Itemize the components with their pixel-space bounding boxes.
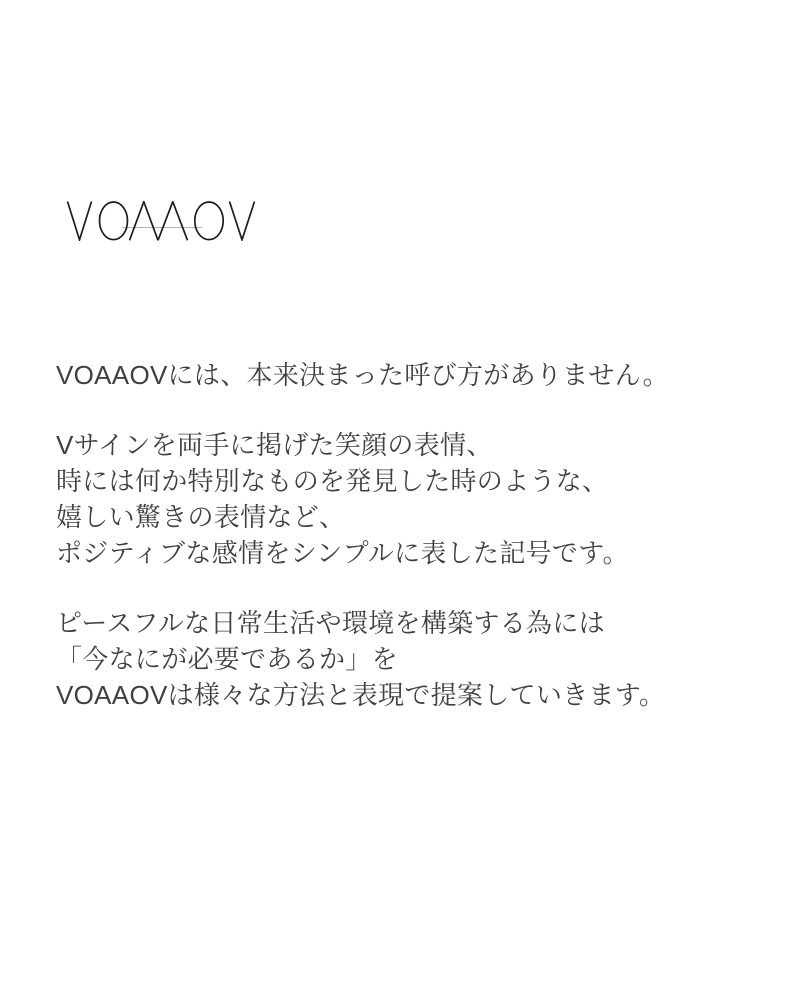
paragraph (56, 427, 746, 571)
text-line: VOAAOVは様々な方法と表現で提案していきます。 (56, 680, 666, 710)
text-line: VOAAOVには、本来決まった呼び方がありません。 (56, 360, 669, 390)
intro-text (56, 357, 746, 713)
paragraph (56, 357, 746, 393)
text-line: Vサインを両手に掲げた笑顔の表情、 (56, 430, 493, 460)
text-line: ピースフルな日常生活や環境を構築する為には (56, 608, 605, 638)
voaaov-logo-graphic (66, 201, 256, 241)
text-line: 嬉しい驚きの表情など、 (56, 502, 346, 532)
paragraph (56, 605, 746, 713)
text-line: 「今なにが必要であるか」を (56, 644, 398, 674)
text-line: ポジティブな感情をシンプルに表した記号です。 (56, 538, 629, 568)
voaaov-logo[interactable] (66, 201, 256, 241)
text-line: 時には何か特別なものを発見した時のような、 (56, 466, 609, 496)
